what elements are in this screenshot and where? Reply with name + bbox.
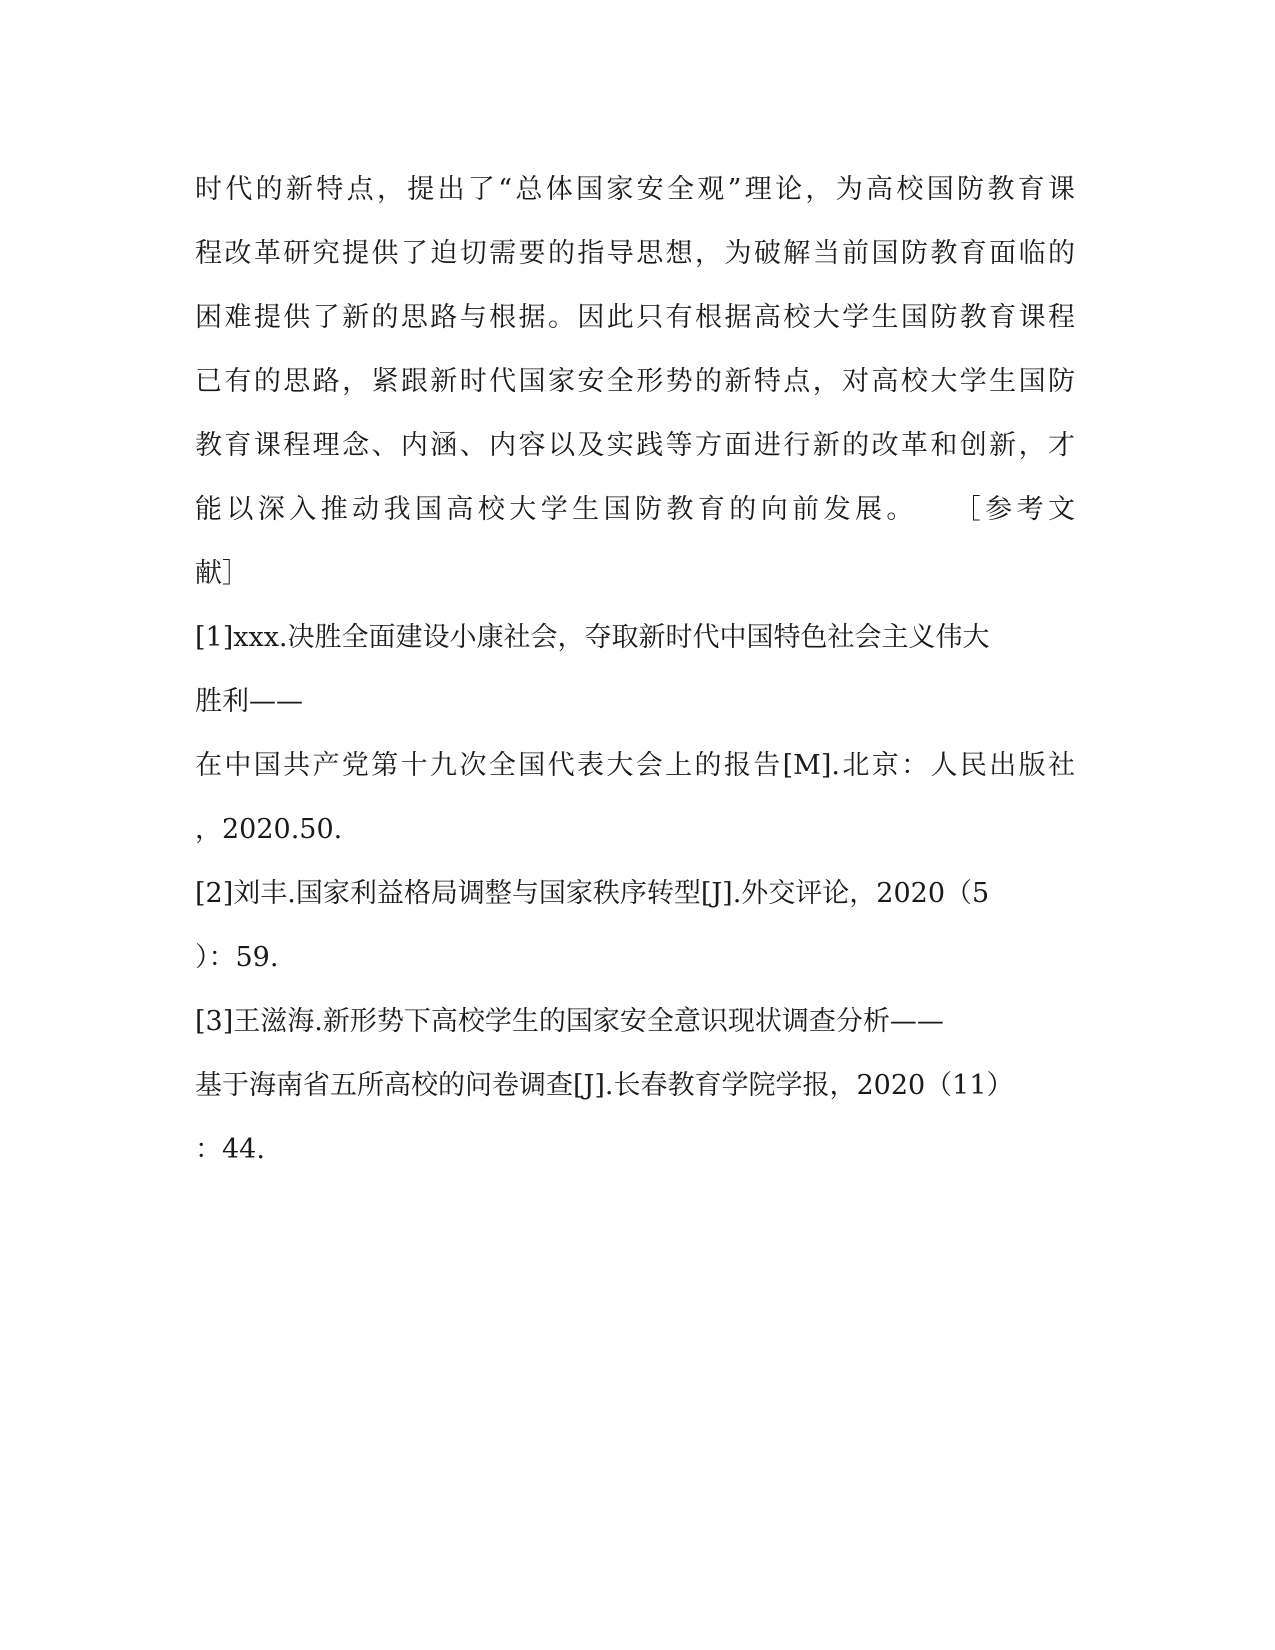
- reference-1-line-4: ，2020.50.: [195, 814, 343, 845]
- reference-1-line-1: [1]xxx.决胜全面建设小康社会，夺取新时代中国特色社会主义伟大: [195, 622, 990, 653]
- reference-1-line-3: 在中国共产党第十九次全国代表大会上的报告[M].北京：人民出版社: [195, 750, 1075, 781]
- body-line-2: 程改革研究提供了迫切需要的指导思想，为破解当前国防教育面临的: [195, 238, 1075, 269]
- reference-2-line-1: [2]刘丰.国家利益格局调整与国家秩序转型[J].外交评论，2020（5: [195, 878, 990, 909]
- body-line-6: 能以深入推动我国高校大学生国防教育的向前发展。 ［参考文: [195, 494, 1075, 525]
- body-line-4: 已有的思路，紧跟新时代国家安全形势的新特点，对高校大学生国防: [195, 366, 1075, 397]
- reference-3-line-3: ：44.: [195, 1134, 265, 1165]
- reference-1-line-2: 胜利——: [195, 686, 303, 717]
- references-heading-end: 献］: [195, 558, 249, 589]
- body-line-5: 教育课程理念、内涵、内容以及实践等方面进行新的改革和创新，才: [195, 430, 1075, 461]
- reference-3-line-1: [3]王滋海.新形势下高校学生的国家安全意识现状调查分析——: [195, 1006, 944, 1037]
- reference-3-line-2: 基于海南省五所高校的问卷调查[J].长春教育学院学报，2020（11）: [195, 1070, 1014, 1101]
- body-line-3: 困难提供了新的思路与根据。因此只有根据高校大学生国防教育课程: [195, 302, 1075, 333]
- reference-2-line-2: ）：59.: [195, 942, 279, 973]
- text-block: [195, 158, 1075, 1182]
- body-line-1: 时代的新特点，提出了“总体国家安全观”理论，为高校国防教育课: [195, 174, 1075, 205]
